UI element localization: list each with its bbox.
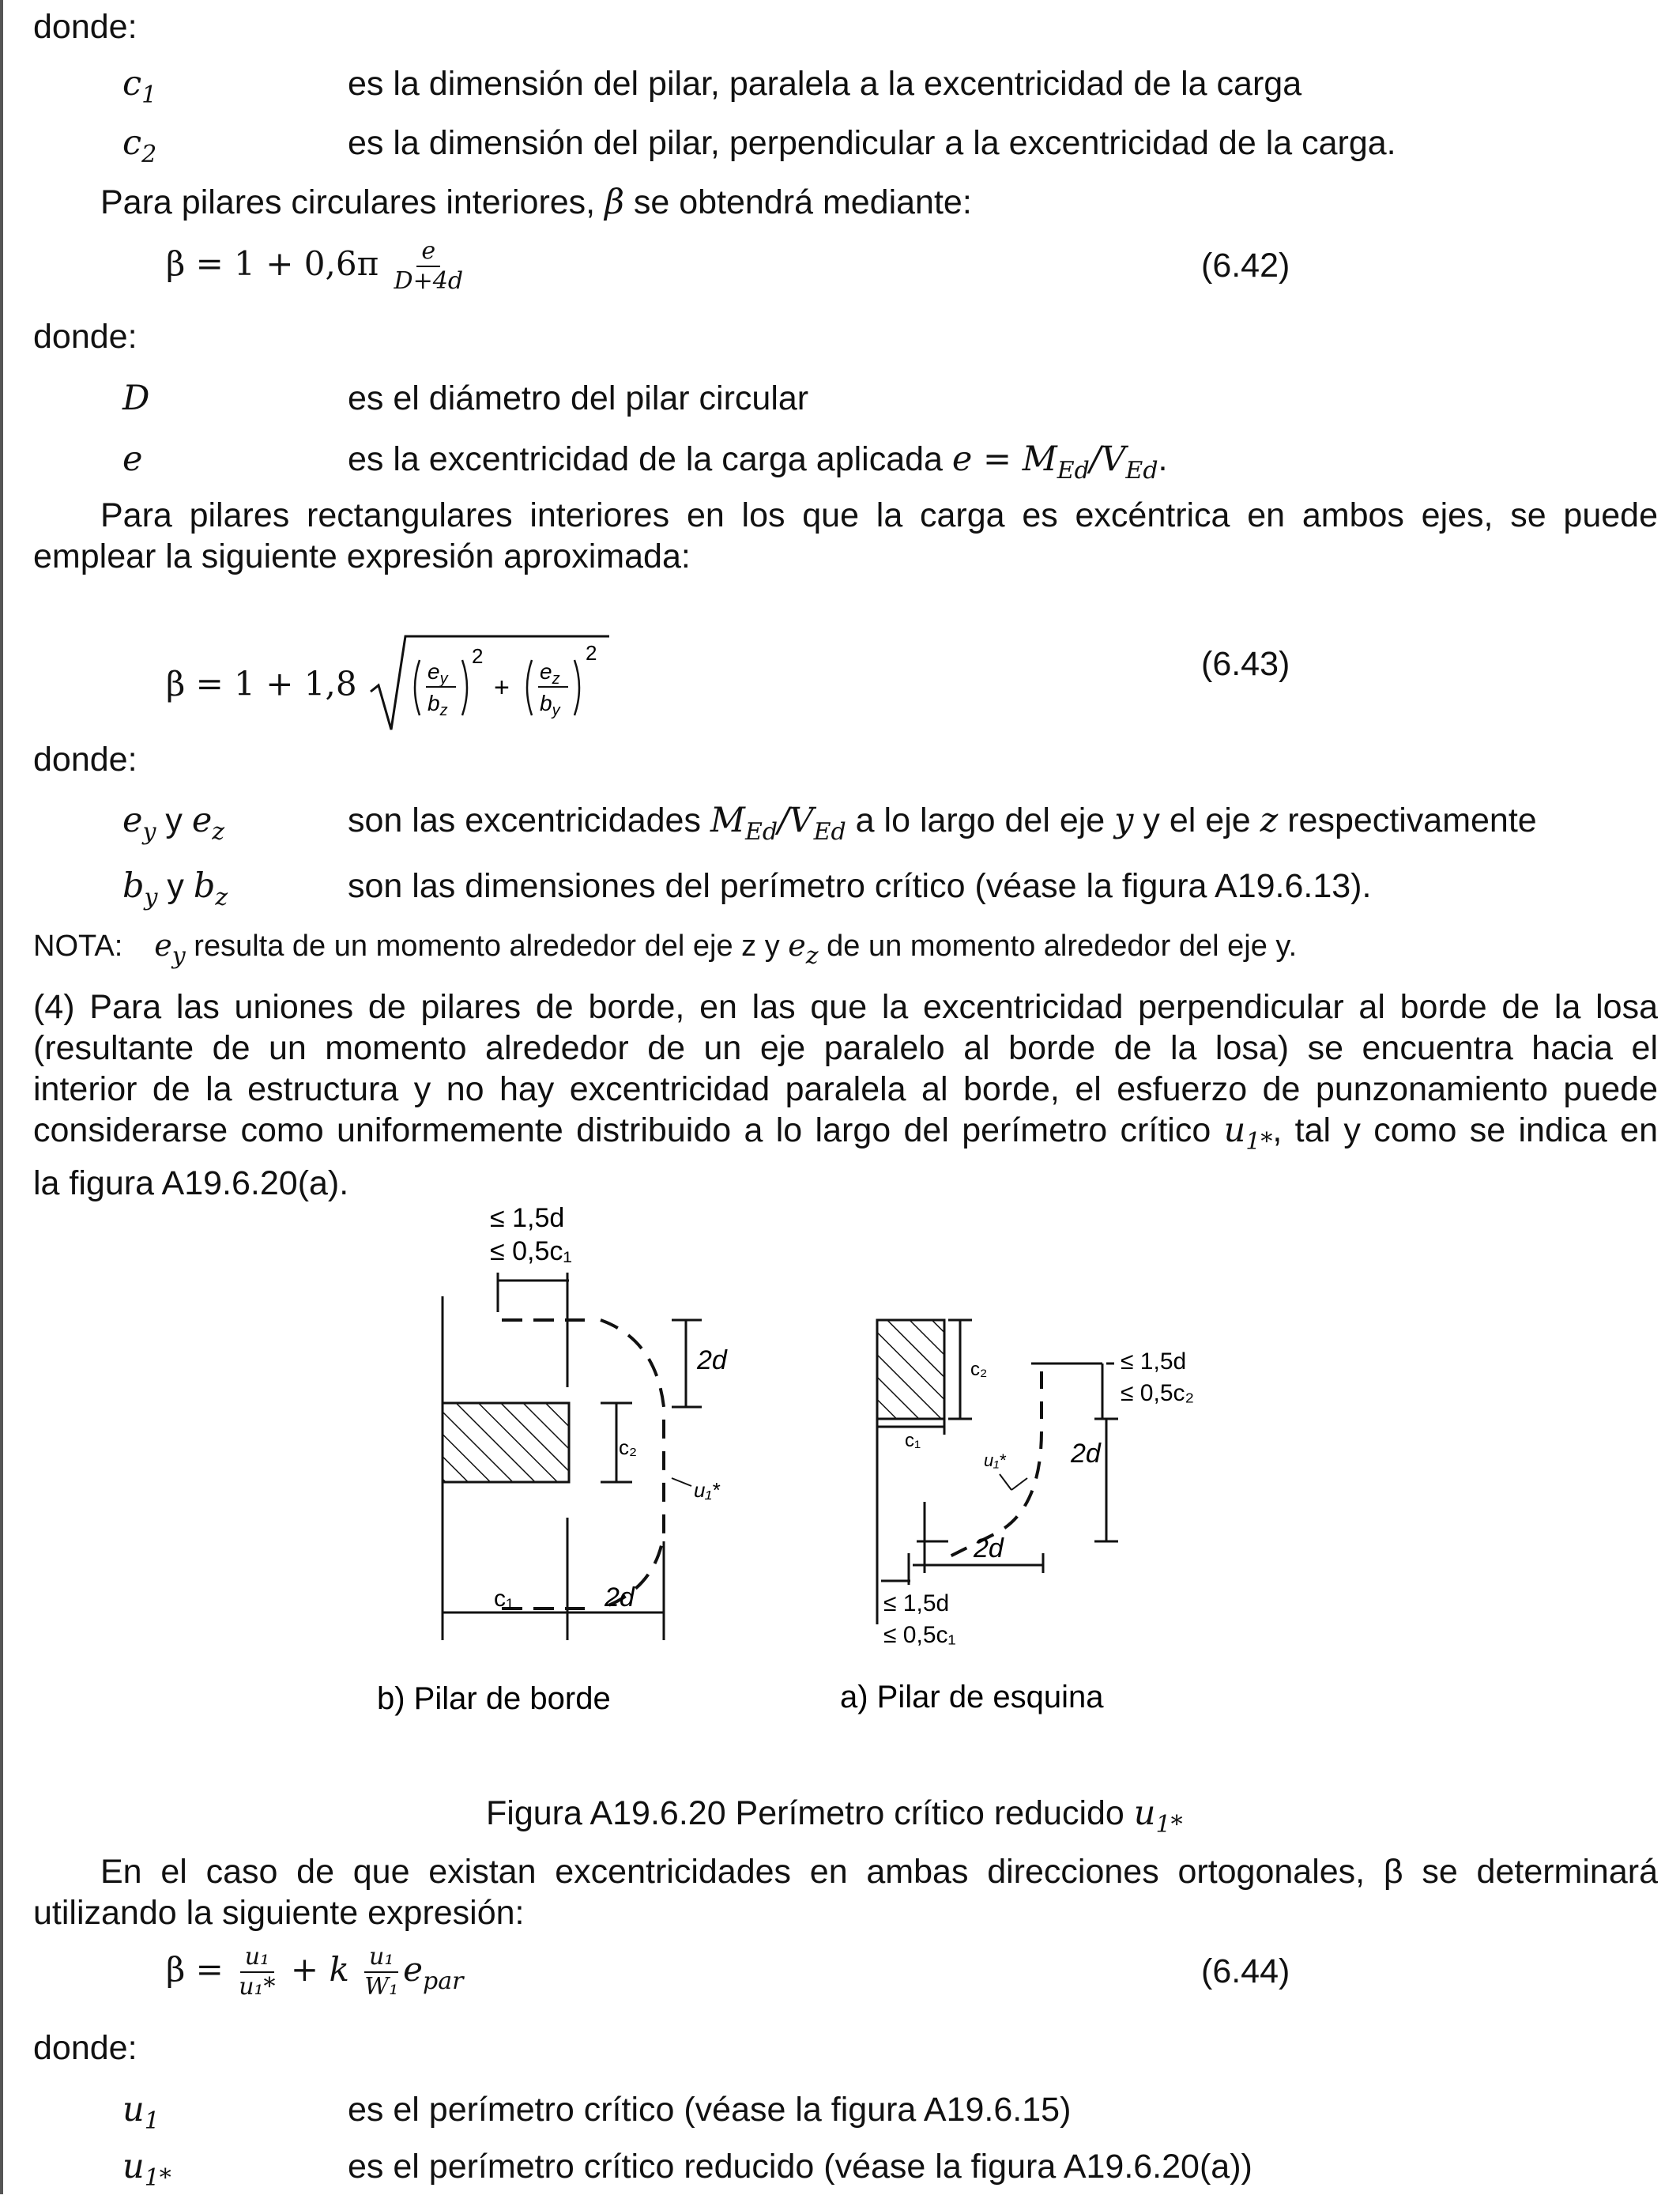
rectangular-intro: Para pilares rectangulares interiores en los que la carga es excéntrica en ambos ejes, se puede emplear la siguiente expresión aproximada:	[33, 496, 1658, 575]
left-c1: c₁	[494, 1586, 514, 1612]
nota: NOTA: $e_y$ resulta de un momento alrededor del eje z y $e_z$ de un momento alrededor del eje y.	[33, 928, 1298, 970]
symbol-u1star: $u_{1*}$	[122, 2147, 171, 2192]
D-description: es el diámetro del pilar circular	[348, 379, 809, 417]
right-limit-1-5d-bottom: ≤ 1,5d	[883, 1590, 950, 1616]
circular-intro: Para pilares circulares interiores, β se obtendrá mediante:	[100, 183, 972, 222]
u1star-description: es el perímetro crítico reducido (véase la figura A19.6.20(a))	[348, 2148, 1252, 2186]
equation-number-6-43: (6.43)	[1201, 645, 1290, 683]
sqrt-expression	[367, 628, 612, 739]
svg-text:2: 2	[471, 644, 484, 668]
symbol-u1: $u_1$	[122, 2090, 160, 2135]
donde-label-1: donde:	[33, 8, 137, 46]
figure-caption: Figura A19.6.20 Perímetro crítico reducido $u_{1*}$	[486, 1794, 1183, 1839]
left-u1star: u₁*	[694, 1478, 720, 1502]
e-description: es la excentricidad de la carga aplicada $e = M_{Ed}/V_{Ed}$.	[348, 439, 1168, 485]
donde-label-2: donde:	[33, 318, 137, 356]
left-limit-0-5c1: ≤ 0,5c₁	[490, 1236, 572, 1266]
c1-description: es la dimensión del pilar, paralela a la excentricidad de la carga	[348, 65, 1302, 103]
equation-number-6-44: (6.44)	[1201, 1952, 1290, 1990]
equation-6-44: β = $\frac{\text{u₁}}{\text{u₁*}}$ + k $\frac{\text{u₁}}{\text{W₁}}$ $e_{par}$	[166, 1943, 464, 2001]
page-margin-rule	[0, 0, 3, 2194]
orthogonal-intro: En el caso de que existan excentricidades en ambas direcciones ortogonales, β se determinará utilizando la siguiente expresión:	[33, 1853, 1658, 1932]
label-edge-column: b) Pilar de borde	[377, 1681, 611, 1716]
right-2d-vertical: 2d	[1071, 1439, 1101, 1469]
label-corner-column: a) Pilar de esquina	[840, 1680, 1104, 1714]
donde-label-3: donde:	[33, 741, 137, 779]
paragraph-4: (4) Para las uniones de pilares de borde, en las que la excentricidad perpendicular al borde de la losa (resultante de un momento alrededor de un eje paralelo al borde de la losa) se encuentra hacia el interior de la estructura y no hay excentricidad paralela al borde, el esfuerzo de punzonamiento puede considerarse como uniformemente distribuido a lo largo del perímetro crítico $u_{1*}$, tal y como se indica en la figura A19.6.20(a).	[33, 988, 1658, 1202]
corner-column-diagram	[877, 1320, 1194, 1648]
symbol-ey-ez: $e_y$ y $e_z$	[122, 801, 225, 846]
symbol-by-bz: $b_y$ y $b_z$	[122, 866, 228, 911]
svg-text:2: 2	[585, 641, 597, 665]
frac1-den: $b_z$	[427, 691, 448, 719]
right-u1star: u₁*	[984, 1450, 1006, 1470]
svg-text:+: +	[493, 673, 510, 703]
right-limit-0-5c2: ≤ 0,5c₂	[1121, 1380, 1195, 1406]
svg-text:by: $b_y$	[539, 691, 560, 719]
u1-description: es el perímetro crítico (véase la figura A19.6.15)	[348, 2091, 1072, 2129]
right-limit-1-5d: ≤ 1,5d	[1121, 1348, 1187, 1375]
svg-text:ez: $e_z$	[539, 659, 560, 688]
right-c2: c₂	[970, 1359, 988, 1380]
donde-label-4: donde:	[33, 2029, 137, 2067]
symbol-c1: $c_1$	[122, 64, 157, 109]
b-description: son las dimensiones del perímetro crítico (véase la figura A19.6.13).	[348, 867, 1372, 905]
edge-column-diagram	[443, 1203, 728, 1640]
c2-description: es la dimensión del pilar, perpendicular a la excentricidad de la carga.	[348, 124, 1396, 162]
left-c2: c₂	[619, 1435, 638, 1459]
equation-6-43: β = 1 + 1,8 $e_y$ $b_z$ 2 + $e_z$ $b_y$ 2	[166, 628, 612, 739]
symbol-e: e	[122, 439, 143, 479]
figure-a19-6-20	[0, 1194, 1680, 1747]
left-limit-1-5d: ≤ 1,5d	[490, 1203, 565, 1233]
symbol-c2: $c_2$	[122, 123, 157, 168]
frac1-num: $e_y$	[427, 659, 448, 688]
right-c1: c₁	[905, 1430, 921, 1451]
equation-6-42: β = 1 + 0,6π $\frac{e}{D+4d}$	[166, 237, 464, 295]
symbol-D: D	[122, 379, 150, 418]
left-2d-horizontal: 2d	[605, 1582, 635, 1612]
right-2d-horizontal: 2d	[974, 1533, 1004, 1563]
eccentricity-description: son las excentricidades $M_{Ed}/V_{Ed}$ a lo largo del eje y y el eje z respectivamente	[348, 801, 1537, 846]
equation-number-6-42: (6.42)	[1201, 247, 1290, 285]
left-2d-vertical: 2d	[697, 1345, 727, 1375]
right-limit-0-5c1: ≤ 0,5c₁	[883, 1622, 956, 1648]
